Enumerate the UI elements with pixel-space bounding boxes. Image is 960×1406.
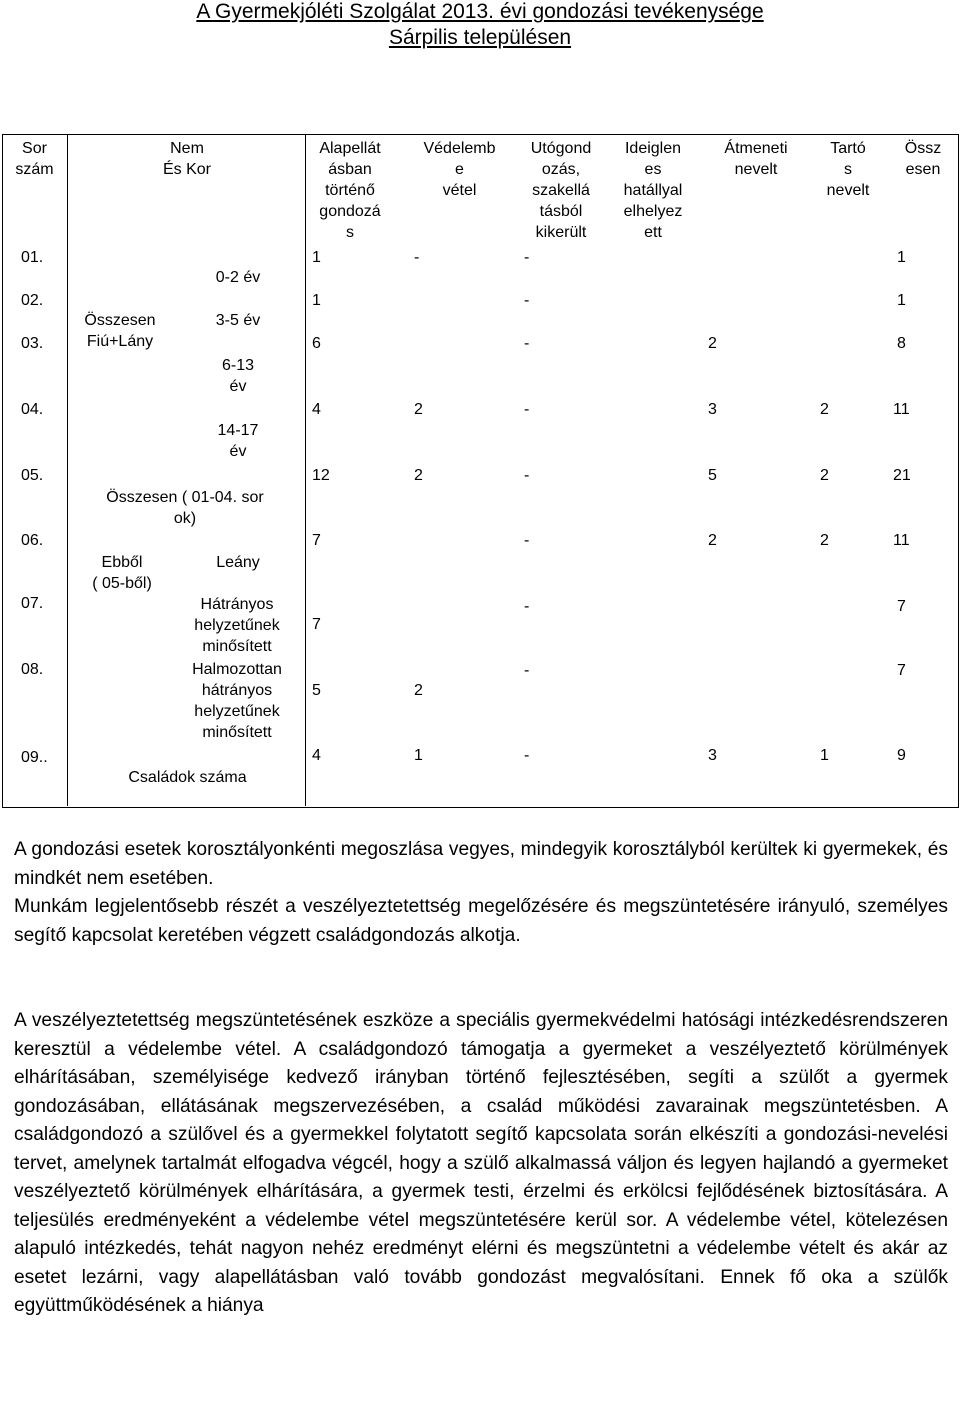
label-halmozottan: Halmozottan hátrányos helyzetűnek minősített xyxy=(192,661,282,741)
cell-value: 5 xyxy=(312,682,321,699)
cell-value: 7 xyxy=(312,616,321,633)
cell-value: 1 xyxy=(897,292,906,309)
cell-value: 3 xyxy=(708,747,717,764)
paragraph-2: Munkám legjelentősebb részét a veszélyeztetettség megelőzésére és megszüntetésére irányuló, személyes segítő kapcsolat keretében végzett családgondozás alkotja. xyxy=(14,896,948,946)
page-title: A Gyermekjóléti Szolgálat 2013. évi gondozási tevékenysége xyxy=(196,0,764,23)
row-number: 04. xyxy=(21,401,44,418)
cell-value: 1 xyxy=(820,747,829,764)
cell-value: 9 xyxy=(897,747,906,764)
label-osszesen-fiu-lany: Összesen Fiú+Lány xyxy=(84,312,156,350)
cell-value: 2 xyxy=(820,532,829,549)
label-ebbol: Ebből ( 05-ből) xyxy=(92,554,152,592)
row-number: 05. xyxy=(21,467,44,484)
label-age-3-5: 3-5 év xyxy=(215,312,261,329)
cell-value: 5 xyxy=(708,467,717,484)
cell-value: 11 xyxy=(893,532,910,549)
cell-value: 2 xyxy=(708,532,717,549)
cell-value: - xyxy=(414,249,420,266)
cell-value: 7 xyxy=(897,598,906,615)
cell-value: 1 xyxy=(414,747,423,764)
paragraph-3: A veszélyeztetettség megszüntetésének eszköze a speciális gyermekvédelmi hatósági intézkedésrendszeren keresztül a védelembe vétel. A családgondozó támogatja a gyermeket a veszélyeztető körülmények elhárításában, személyisége kedvező irányban történő fejlesztésében, segíti a szülőt a gyermek gondozásában, ellátásának megszervezésében, a család működési zavarainak megszüntetésben. A családgondozó a szülővel és a gyermekkel folytatott segítő kapcsolata során elkészíti a gondozási-nevelési tervet, amelynek tartalmát elfogadva végcél, hogy a szülő alkalmassá váljon és legyen hajlandó a gyermeket veszélyeztető körülmények elhárítására, a gyermek testi, érzelmi és erkölcsi fejlődésének biztosítására. A teljesülés eredményeként a védelembe vétel megszüntetésére kerül sor. A védelembe vétel, kötelezésen alapuló intézkedés, tehát nagyon nehéz eredményt elérni és megszüntetni a védelembe vételt és akár az esetet lezárni, vagy alapellátásban való tovább gondozást megvalósítani. Ennek fő oka a szülők együttműködésének a hiánya xyxy=(14,1010,948,1316)
row-number: 03. xyxy=(21,335,44,352)
cell-value: - xyxy=(524,747,530,764)
header-alapellatas: Alapellát ásban történő gondozá s xyxy=(319,140,381,241)
header-nem-kor: Nem És Kor xyxy=(162,140,211,178)
page-subtitle: Sárpilis településen xyxy=(388,26,572,49)
cell-value: 11 xyxy=(893,401,910,418)
cell-value: 2 xyxy=(414,467,423,484)
row-number: 07. xyxy=(21,595,44,612)
header-tartos: Tartó s nevelt xyxy=(826,140,870,199)
cell-value: - xyxy=(524,335,530,352)
label-csaladok-szama: Családok száma xyxy=(128,769,247,786)
cell-value: - xyxy=(524,662,530,679)
cell-value: 2 xyxy=(414,401,423,418)
header-sorszam: Sor szám xyxy=(15,140,54,178)
cell-value: 1 xyxy=(312,249,321,266)
cell-value: - xyxy=(524,467,530,484)
header-osszesen: Össz esen xyxy=(904,140,942,178)
header-ideiglenes: Ideiglen es hatállyal elhelyez ett xyxy=(623,140,683,241)
cell-value: 6 xyxy=(312,335,321,352)
column-divider xyxy=(67,134,68,806)
statistics-table xyxy=(2,134,959,808)
row-number: 06. xyxy=(21,532,44,549)
cell-value: 4 xyxy=(312,401,321,418)
cell-value: 12 xyxy=(312,467,330,484)
cell-value: 7 xyxy=(897,662,906,679)
header-utogondozas: Utógond ozás, szakellá tásból kikerült xyxy=(530,140,592,241)
header-vedelembe-vetel: Védelemb e vétel xyxy=(423,140,496,199)
label-age-6-13: 6-13 év xyxy=(221,357,255,395)
header-atmeneti: Átmeneti nevelt xyxy=(724,140,788,178)
label-age-0-2: 0-2 év xyxy=(215,269,261,286)
cell-value: - xyxy=(524,292,530,309)
cell-value: 8 xyxy=(897,335,906,352)
label-osszesen-01-04: Összesen ( 01-04. sor ok) xyxy=(106,489,264,527)
cell-value: 2 xyxy=(708,335,717,352)
row-number: 02. xyxy=(21,292,44,309)
label-leany: Leány xyxy=(216,554,260,571)
row-number: 09.. xyxy=(21,749,48,766)
cell-value: 1 xyxy=(312,292,321,309)
cell-value: - xyxy=(524,532,530,549)
cell-value: 21 xyxy=(893,467,911,484)
cell-value: 7 xyxy=(312,532,321,549)
cell-value: 2 xyxy=(820,401,829,418)
row-number: 01. xyxy=(21,249,44,266)
label-hatranyos: Hátrányos helyzetűnek minősített xyxy=(194,596,280,655)
cell-value: 2 xyxy=(414,682,423,699)
cell-value: 1 xyxy=(897,249,906,266)
cell-value: - xyxy=(524,401,530,418)
paragraph-1: A gondozási esetek korosztályonkénti megoszlása vegyes, mindegyik korosztályból kerültek ki gyermekek, és mindkét nem esetében. xyxy=(14,839,948,889)
cell-value: 3 xyxy=(708,401,717,418)
row-number: 08. xyxy=(21,661,44,678)
cell-value: 4 xyxy=(312,747,321,764)
cell-value: - xyxy=(524,598,530,615)
cell-value: - xyxy=(524,249,530,266)
label-age-14-17: 14-17 év xyxy=(217,422,259,460)
cell-value: 2 xyxy=(820,467,829,484)
